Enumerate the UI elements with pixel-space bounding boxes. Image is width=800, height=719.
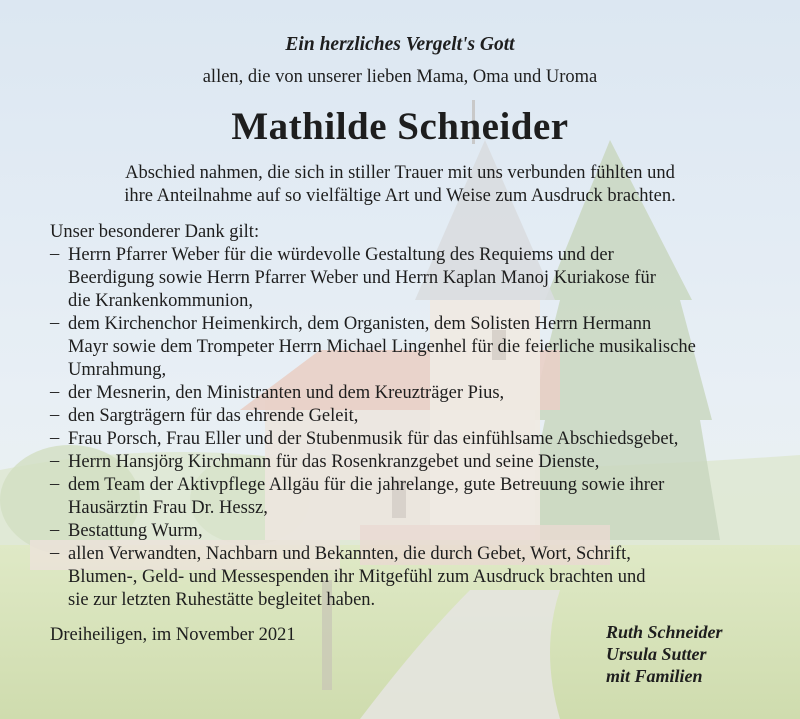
list-dash: – [50, 405, 60, 425]
list-item-line: Umrahmung, [68, 360, 167, 380]
list-item-line: Herrn Pfarrer Weber für die würdevolle Gestaltung des Requiems und der [68, 245, 614, 265]
signature-line: Ursula Sutter [606, 644, 707, 664]
list-item-line: den Sargträgern für das ehrende Geleit, [68, 406, 359, 426]
list-item-line: die Krankenkommunion, [68, 291, 253, 311]
paragraph-line: Abschied nahmen, die sich in stiller Trauer mit uns verbunden fühlten und [125, 163, 675, 183]
intro-line: allen, die von unserer lieben Mama, Oma und Uroma [202, 67, 598, 87]
place-date: Dreiheiligen, im November 2021 [50, 625, 296, 645]
list-dash: – [50, 543, 60, 563]
list-dash: – [50, 451, 60, 471]
list-dash: – [50, 313, 60, 333]
list-item-line: Hausärztin Frau Dr. Hessz, [68, 498, 268, 518]
signature-line: mit Familien [606, 666, 703, 686]
list-dash: – [50, 520, 60, 540]
list-item-line: Blumen-, Geld- und Messespenden ihr Mitgefühl zum Ausdruck brachten und [68, 567, 646, 587]
list-item-line: Beerdigung sowie Herrn Pfarrer Weber und Herrn Kaplan Manoj Kuriakose für [68, 268, 656, 288]
list-item-line: dem Kirchenchor Heimenkirch, dem Organisten, dem Solisten Herrn Hermann [68, 314, 652, 334]
list-dash: – [50, 244, 60, 264]
list-item-line: Bestattung Wurm, [68, 521, 203, 541]
list-item-line: sie zur letzten Ruhestätte begleitet haben. [68, 590, 376, 610]
list-item-line: allen Verwandten, Nachbarn und Bekannten, die durch Gebet, Wort, Schrift, [68, 544, 631, 564]
list-item-line: dem Team der Aktivpflege Allgäu für die jahrelange, gute Betreuung sowie ihrer [68, 475, 665, 495]
thanks-intro: Unser besonderer Dank gilt: [50, 222, 260, 242]
heading: Ein herzliches Vergelt's Gott [285, 34, 515, 55]
list-dash: – [50, 474, 60, 494]
list-item-line: Frau Porsch, Frau Eller und der Stubenmusik für das einfühlsame Abschiedsgebet, [68, 429, 679, 449]
paragraph-line: ihre Anteilnahme auf so vielfältige Art und Weise zum Ausdruck brachten. [124, 186, 676, 206]
list-item-line: Mayr sowie dem Trompeter Herrn Michael Lingenhel für die feierliche musikalische [68, 337, 696, 357]
signature-line: Ruth Schneider [606, 622, 723, 642]
list-dash: – [50, 428, 60, 448]
list-dash: – [50, 382, 60, 402]
list-item-line: Herrn Hansjörg Kirchmann für das Rosenkranzgebet und seine Dienste, [68, 452, 600, 472]
deceased-name: Mathilde Schneider [231, 105, 569, 148]
list-item-line: der Mesnerin, den Ministranten und dem Kreuzträger Pius, [68, 383, 505, 403]
